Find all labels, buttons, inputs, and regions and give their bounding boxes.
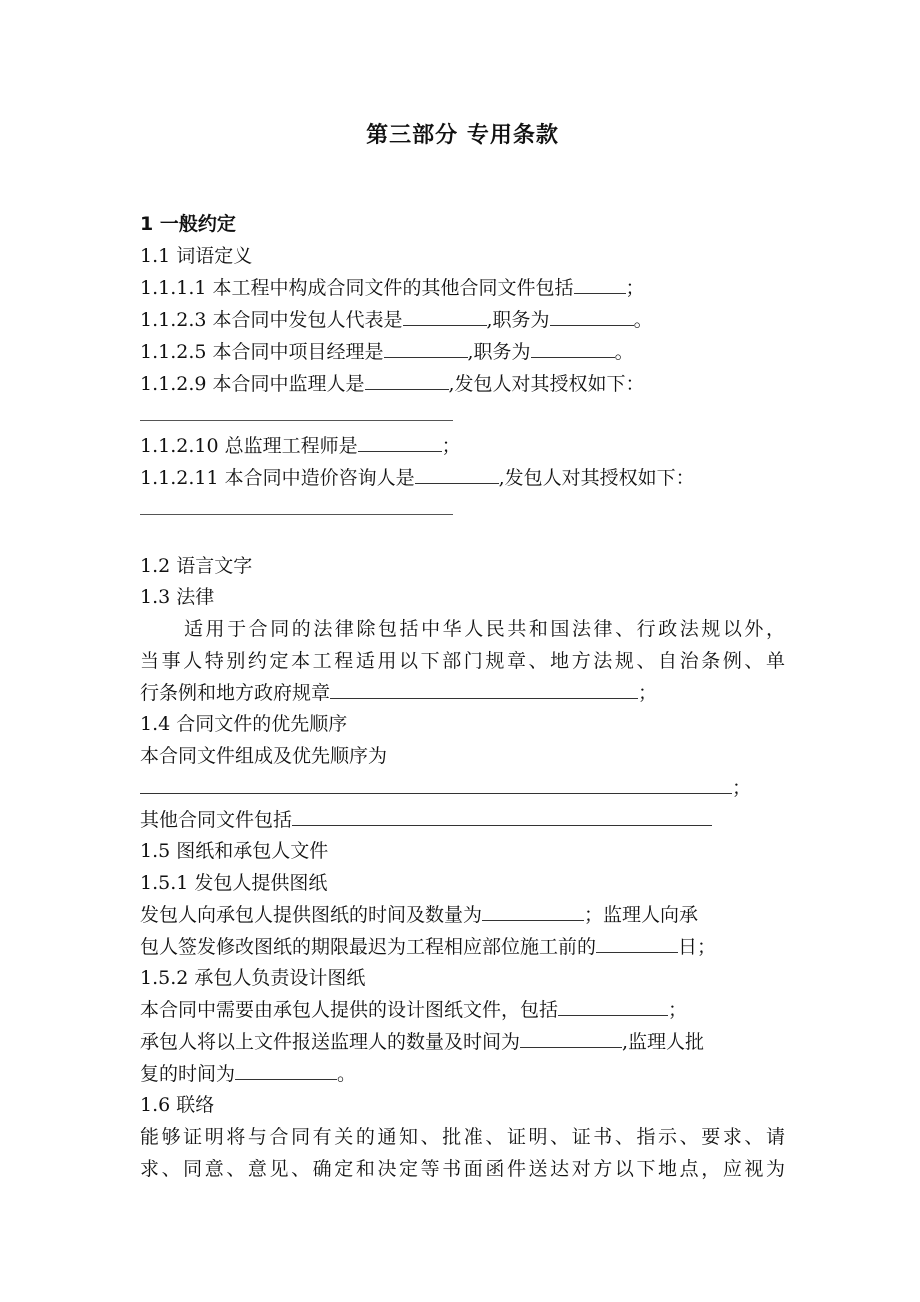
law-paragraph-line-3 — [140, 677, 657, 709]
design-paragraph-line-2 — [140, 1026, 704, 1058]
blank-field — [330, 678, 638, 699]
design-paragraph-line-3 — [140, 1058, 356, 1090]
drawings-paragraph-line-1 — [140, 899, 698, 931]
blank-field — [358, 431, 442, 452]
blank-field — [403, 305, 487, 326]
clause-1-4: 1.4 合同文件的优先顺序 — [140, 713, 348, 735]
clause-text: ,职务为 — [486, 309, 550, 331]
clause-1-1-1-1 — [140, 272, 645, 304]
order-intro: 本合同文件组成及优先顺序为 — [140, 745, 388, 767]
design-paragraph-line-1 — [140, 994, 687, 1026]
other-documents — [140, 804, 712, 836]
clause-text: 发包人向承包人提供图纸的时间及数量为 — [140, 904, 483, 926]
blank-line — [140, 514, 453, 515]
clause-text: 。 — [337, 1063, 357, 1085]
blank-field — [140, 773, 732, 794]
clause-text: ； — [668, 999, 688, 1021]
blank-field — [531, 337, 615, 358]
clause-text: ； — [638, 682, 658, 704]
law-paragraph-line-1: 适用于合同的法律除包括中华人民共和国法律、行政法规以外， — [184, 618, 785, 640]
clause-text: 行条例和地方政府规章 — [140, 682, 331, 704]
blank-field — [574, 273, 626, 294]
clause-text: 复的时间为 — [140, 1063, 236, 1085]
contact-paragraph-line-1: 能够证明将与合同有关的通知、批准、证明、证书、指示、要求、请 — [140, 1126, 785, 1148]
clause-1-5-2: 1.5.2 承包人负责设计图纸 — [140, 967, 366, 989]
page-title: 第三部分 专用条款 — [366, 123, 559, 148]
clause-1-3: 1.3 法律 — [140, 586, 215, 608]
clause-text: ；监理人向承 — [584, 904, 699, 926]
blank-line — [140, 420, 453, 421]
clause-1-5: 1.5 图纸和承包人文件 — [140, 840, 329, 862]
clause-text: 日； — [678, 936, 717, 958]
blank-field — [482, 900, 584, 921]
clause-text: ,发包人对其授权如下： — [498, 467, 695, 489]
clause-text: ； — [441, 435, 461, 457]
clause-1-1-2-10 — [140, 430, 461, 462]
contact-paragraph-line-2: 求、同意、意见、确定和决定等书面函件送达对方以下地点，应视为 — [140, 1158, 785, 1180]
clause-text: 1.1.2.11 本合同中造价咨询人是 — [140, 467, 415, 489]
blank-field — [235, 1059, 337, 1080]
clause-1-1-2-9 — [140, 368, 645, 400]
blank-field — [558, 995, 668, 1016]
clause-1-1-2-5 — [140, 336, 634, 368]
clause-text: 承包人将以上文件报送监理人的数量及时间为 — [140, 1031, 521, 1053]
clause-1-2: 1.2 语言文字 — [140, 555, 253, 577]
clause-text: 1.1.2.9 本合同中监理人是 — [140, 373, 365, 395]
blank-field — [415, 463, 499, 484]
clause-text: 其他合同文件包括 — [140, 809, 293, 831]
clause-text: ； — [625, 277, 645, 299]
blank-field — [520, 1027, 622, 1048]
clause-1-1: 1.1 词语定义 — [140, 245, 253, 267]
order-blank-line — [140, 772, 751, 804]
blank-field — [292, 805, 712, 826]
clause-text: 包人签发修改图纸的期限最迟为工程相应部位施工前的 — [140, 936, 597, 958]
clause-text: 1.1.2.10 总监理工程师是 — [140, 435, 358, 457]
blank-field — [550, 305, 634, 326]
clause-text: ,职务为 — [467, 341, 531, 363]
clause-1-1-2-3 — [140, 304, 653, 336]
law-paragraph-line-2: 当事人特别约定本工程适用以下部门规章、地方法规、自治条例、单 — [140, 650, 785, 672]
clause-text: ； — [732, 777, 752, 799]
clause-text: ,发包人对其授权如下： — [448, 373, 645, 395]
clause-text: ,监理人批 — [622, 1031, 705, 1053]
clause-text: 。 — [633, 309, 653, 331]
clause-1-5-1: 1.5.1 发包人提供图纸 — [140, 872, 328, 894]
blank-field — [365, 369, 449, 390]
clause-text: 1.1.2.5 本合同中项目经理是 — [140, 341, 384, 363]
blank-field — [596, 932, 678, 953]
blank-field — [384, 337, 468, 358]
clause-text: 1.1.2.3 本合同中发包人代表是 — [140, 309, 403, 331]
clause-text: 本合同中需要由承包人提供的设计图纸文件，包括 — [140, 999, 559, 1021]
section-heading-general: 1 一般约定 — [140, 213, 236, 235]
clause-1-1-2-11 — [140, 462, 695, 494]
clause-text: 1.1.1.1 本工程中构成合同文件的其他合同文件包括 — [140, 277, 574, 299]
clause-1-6: 1.6 联络 — [140, 1094, 215, 1116]
clause-text: 。 — [614, 341, 634, 363]
drawings-paragraph-line-2 — [140, 931, 716, 963]
